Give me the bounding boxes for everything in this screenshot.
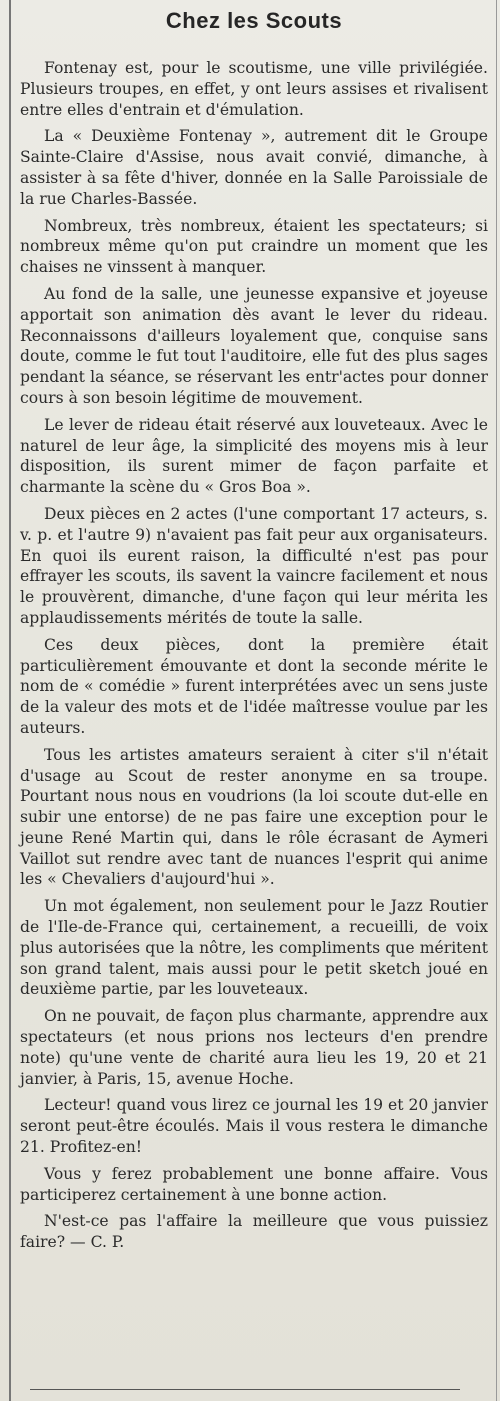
article-paragraph: Vous y ferez probablement une bonne affaire. Vous participerez certainement à une bonne action. [20, 1164, 488, 1204]
article-paragraph: La « Deuxième Fontenay », autrement dit le Groupe Sainte-Claire d'Assise, nous avait convié, dimanche, à assister à sa fête d'hiver, donnée en la Salle Paroissiale de la rue Charles-Bassée. [20, 127, 488, 208]
article-paragraph: Fontenay est, pour le scoutisme, une ville privilégiée. Plusieurs troupes, en effet, y ont leurs assises et rivalisent entre elles d'entrain et d'émulation. [20, 59, 488, 119]
separator-rule [30, 1389, 460, 1390]
article-closing-signature: N'est-ce pas l'affaire la meilleure que vous puissiez faire? — C. P. [20, 1212, 488, 1252]
article-paragraph: Le lever de rideau était réservé aux louveteaux. Avec le naturel de leur âge, la simplicité des moyens mis à leur disposition, ils surent mimer de façon parfaite et charmante la scène du « Gros Boa ». [20, 415, 488, 497]
article-paragraph: Lecteur! quand vous lirez ce journal les 19 et 20 janvier seront peut-être écoulés. Mais il vous restera le dimanche 21. Profitez-en! [20, 1096, 488, 1157]
article-title: Chez les Scouts [165, 8, 343, 33]
article-paragraph: Ces deux pièces, dont la première était particulièrement émouvante et dont la seconde mérite le nom de « comédie » furent interprétées avec un sens juste de la valeur des mots et de l'idée maîtresse voulue par les auteurs. [20, 635, 488, 737]
article-paragraph: Un mot également, non seulement pour le Jazz Routier de l'Ile-de-France qui, certainement, a recueilli, de voix plus autorisées que la nôtre, les compliments que méritent son grand talent, mais aussi pour le petit sketch joué en deuxième partie, par les louveteaux. [20, 897, 488, 999]
article-paragraph: Deux pièces en 2 actes (l'une comportant 17 acteurs, s. v. p. et l'autre 9) n'avaient pas fait peur aux organisateurs. En quoi ils eurent raison, la difficulté n'est pas pour effrayer les scouts, ils savent la vaincre facilement et nous le prouvèrent, dimanche, d'une façon qui leur mérita les applaudissements mérités de toute la salle. [20, 504, 488, 627]
column-rule-right [496, 0, 497, 1401]
column-rule-left [9, 0, 11, 1401]
article-paragraph: Nombreux, très nombreux, étaient les spectateurs; si nombreux même qu'on put craindre un moment que les chaises ne vinssent à manquer. [20, 216, 488, 277]
article-paragraph: On ne pouvait, de façon plus charmante, apprendre aux spectateurs (et nous prions nos lecteurs d'en prendre note) qu'une vente de charité aura lieu les 19, 20 et 21 janvier, à Paris, 15, avenue Hoche. [20, 1007, 488, 1088]
article-body [20, 58, 488, 1253]
article-paragraph: Tous les artistes amateurs seraient à citer s'il n'était d'usage au Scout de rester anonyme en sa troupe. Pourtant nous nous en voudrions (la loi scoute dut-elle en subir une entorse) de ne pas faire une exception pour le jeune René Martin qui, dans le rôle écrasant de Aymeri Vaillot sut rendre avec tant de nuances l'esprit qui anime les « Chevaliers d'aujourd'hui ». [20, 745, 488, 889]
article-paragraph: Au fond de la salle, une jeunesse expansive et joyeuse apportait son animation dès avant le lever du rideau. Reconnaissons d'ailleurs loyalement que, conquise sans doute, comme le fut tout l'auditoire, elle fut des plus sages pendant la séance, se réservant les entr'actes pour donner cours à son besoin légitime de mouvement. [20, 284, 488, 407]
